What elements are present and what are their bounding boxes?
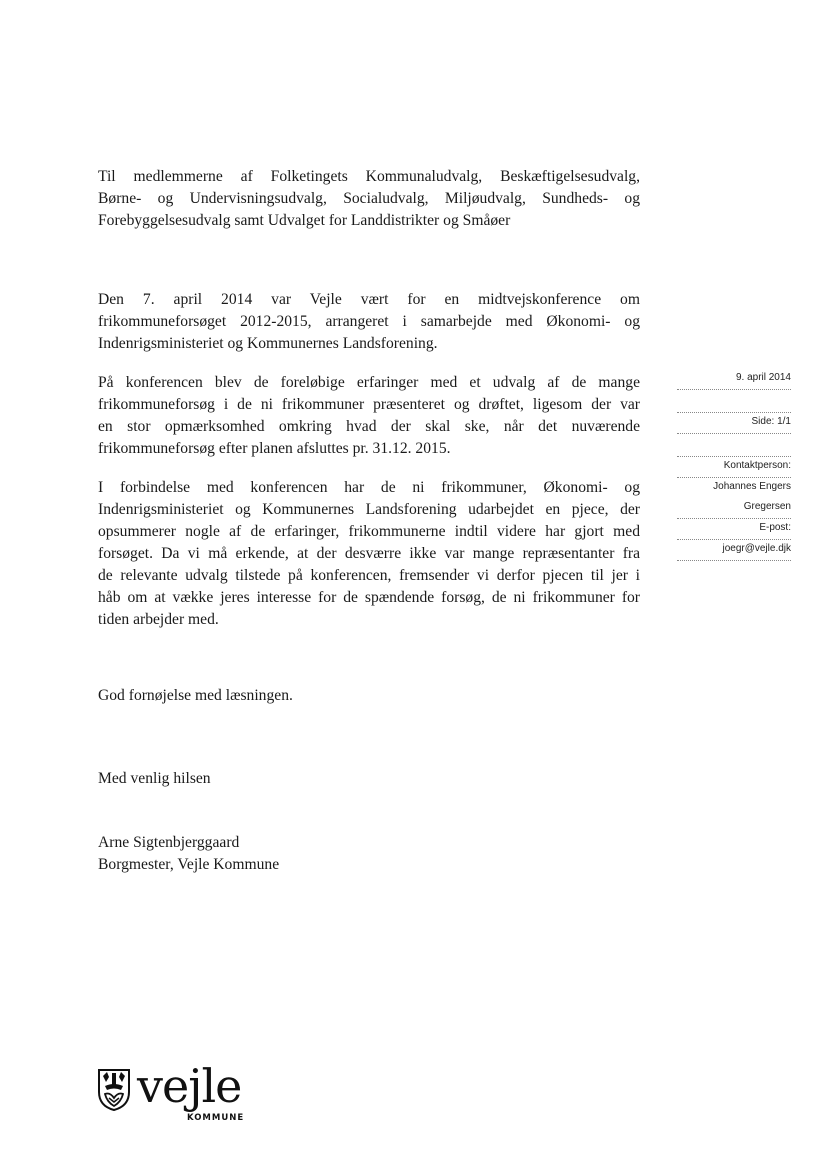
recipients-line: Til medlemmerne af Folketingets Kommunaludvalg, Beskæftigelsesudvalg, [98,168,640,185]
closing-text: God fornøjelse med læsningen. [98,687,293,704]
signature-block [98,832,640,876]
coat-of-arms-icon [97,1068,131,1112]
paragraph-1 [98,289,640,355]
sidebar-spacer [677,434,791,457]
paragraph-line: tiden arbejder med. [98,611,219,628]
recipients-line: Forebyggelsesudvalg samt Udvalget for Landdistrikter og Småøer [98,212,511,229]
paragraph-line: Den 7. april 2014 var Vejle vært for en midtvejskonference om [98,291,640,308]
greeting-line [98,768,640,790]
paragraph-line: en stor opmærksomhed omkring hvad der skal ske, når det nuværende [98,418,640,435]
page-number: Side: 1/1 [677,413,791,434]
email-address: joegr@vejle.djk [677,540,791,561]
greeting-text: Med venlig hilsen [98,770,211,787]
signature-name: Arne Sigtenbjerggaard [98,834,240,851]
contact-name-line-2: Gregersen [677,498,791,519]
logo-wordmark: vejle [137,1059,242,1113]
paragraph-line: opsummerer nogle af de erfaringer, frikommunerne indtil videre har gjort med [98,523,640,540]
vejle-logo [97,1059,257,1130]
paragraph-line: håb om at vække jeres interesse for de spændende forsøg, de ni frikommuner for [98,589,640,606]
contact-name-line-1: Johannes Engers [713,481,791,492]
paragraph-line: de relevante udvalg tilstede på konferencen, fremsender vi derfor pjecen til jer i [98,567,640,584]
paragraph-line: Indenrigsministeriet og Kommunernes Landsforening. [98,335,438,352]
email-label: E-post: [677,519,791,540]
paragraph-line: I forbindelse med konferencen har de ni frikommuner, Økonomi- og [98,479,640,496]
paragraph-2 [98,372,640,460]
logo-subtitle: KOMMUNE [187,1113,245,1123]
paragraph-line: frikommuneforsøget 2012-2015, arrangeret i samarbejde med Økonomi- og [98,313,640,330]
sidebar-spacer [677,390,791,413]
contact-label: Kontaktperson: [677,457,791,478]
closing-line [98,685,640,707]
recipients-line: Børne- og Undervisningsudvalg, Socialudvalg, Miljøudvalg, Sundheds- og [98,190,640,207]
signature-title: Borgmester, Vejle Kommune [98,856,280,873]
paragraph-line: På konferencen blev de foreløbige erfaringer med et udvalg af de mange [98,374,640,391]
recipients-block [98,166,640,232]
paragraph-line: frikommuneforsøg efter planen afsluttes pr. 31.12. 2015. [98,440,451,457]
paragraph-line: Indenrigsministeriet og Kommunernes Landsforening udarbejdet en pjece, der [98,501,640,518]
sidebar-info [677,369,791,561]
letter-date: 9. april 2014 [677,369,791,390]
paragraph-line: frikommuneforsøg i de ni frikommuner præsenteret og drøftet, ligesom der var [98,396,640,413]
paragraph-line: forsøget. Da vi må erkende, at der desværre ikke var mange repræsentanter fra [98,545,640,562]
paragraph-3 [98,477,640,631]
